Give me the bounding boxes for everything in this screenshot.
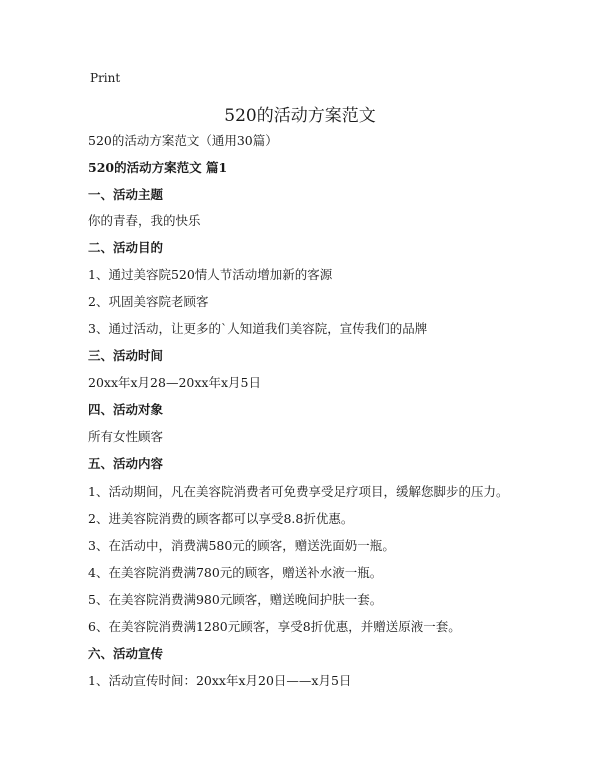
section-heading-time: 三、活动时间 [88,348,164,363]
article-heading: 520的活动方案范文 篇1 [88,160,228,175]
paragraph: 5、在美容院消费满980元顾客，赠送晚间护肤一套。 [88,592,383,607]
section-heading-audience: 四、活动对象 [88,402,164,417]
paragraph: 20xx年x月28—20xx年x月5日 [88,375,261,390]
paragraph: 所有女性顾客 [88,429,164,444]
paragraph: 2、巩固美容院老顾客 [88,294,209,309]
paragraph: 1、通过美容院520情人节活动增加新的客源 [88,267,333,282]
section-heading-content: 五、活动内容 [88,456,164,471]
paragraph: 2、进美容院消费的顾客都可以享受8.8折优惠。 [88,511,354,526]
paragraph: 3、在活动中，消费满580元的顾客，赠送洗面奶一瓶。 [88,538,395,553]
paragraph: 3、通过活动，让更多的`人知道我们美容院，宣传我们的品牌 [88,321,428,336]
print-label: Print [90,71,121,85]
paragraph: 你的青春，我的快乐 [88,213,201,228]
subtitle: 520的活动方案范文（通用30篇） [88,133,278,148]
section-heading-purpose: 二、活动目的 [88,240,164,255]
page-title: 520的活动方案范文 [224,106,376,126]
paragraph: 6、在美容院消费满1280元顾客，享受8折优惠，并赠送原液一套。 [88,619,461,634]
paragraph: 1、活动期间，凡在美容院消费者可免费享受足疗项目，缓解您脚步的压力。 [88,484,509,499]
section-heading-promotion: 六、活动宣传 [88,646,164,661]
paragraph: 1、活动宣传时间：20xx年x月20日——x月5日 [88,673,352,688]
section-heading-theme: 一、活动主题 [88,187,164,202]
paragraph: 4、在美容院消费满780元的顾客，赠送补水液一瓶。 [88,565,383,580]
